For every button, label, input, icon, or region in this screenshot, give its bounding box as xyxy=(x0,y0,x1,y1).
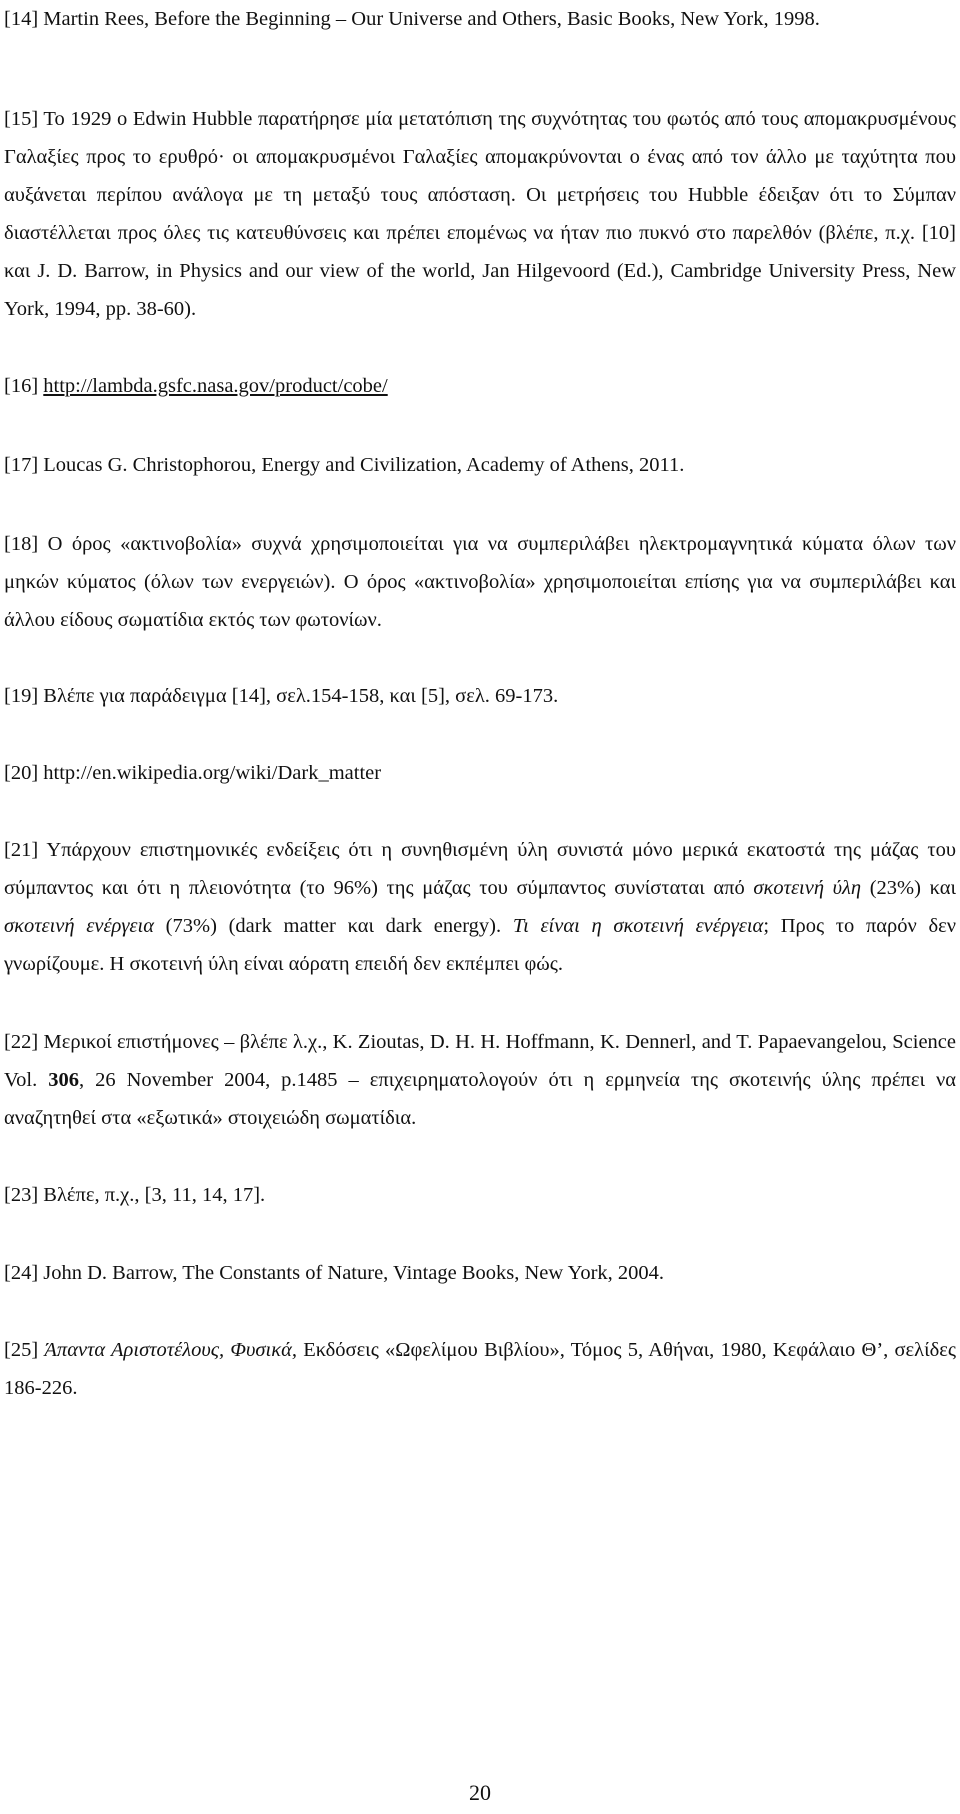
reference-15 xyxy=(4,100,956,328)
reference-21-part1: [21] Υπάρχουν επιστημονικές ενδείξεις ότι η συνηθισμένη ύλη συνιστά μόνο μερικά εκατοστά της μάζας του σύμπαντος και ότι η πλειονότητα (το 96%) της μάζας του σύμπαντος συνίσταται από xyxy=(4,839,956,899)
reference-24 xyxy=(4,1254,956,1292)
reference-16 xyxy=(4,367,956,405)
reference-19-text: [19] Βλέπε για παράδειγμα [14], σελ.154-158, και [5], σελ. 69-173. xyxy=(4,685,559,707)
reference-14-text: [14] Martin Rees, Before the Beginning – Our Universe and Others, Basic Books, New York, 1998. xyxy=(4,8,820,30)
reference-21-part4: ; Προς το παρόν δεν γνωρίζουμε. Η σκοτεινή ύλη είναι αόρατη επειδή δεν εκπέμπει φώς. xyxy=(4,915,957,975)
reference-23-text: [23] Βλέπε, π.χ., [3, 11, 14, 17]. xyxy=(4,1184,266,1206)
reference-18-text: [18] Ο όρος «ακτινοβολία» συχνά χρησιμοποιείται για να συμπεριλάβει ηλεκτρομαγνητικά κύματα όλων των μηκών κύματος (όλων των ενεργειών). Ο όρος «ακτινοβολία» χρησιμοποιείται επίσης για να συμπεριλάβει και άλλου είδους σωματίδια εκτός των φωτονίων. xyxy=(4,533,956,631)
reference-25-title: Άπαντα Αριστοτέλους, Φυσικά, xyxy=(44,1339,297,1361)
cobe-link[interactable]: http://lambda.gsfc.nasa.gov/product/cobe/ xyxy=(43,375,388,397)
reference-22-part2: , 26 November 2004, p.1485 – επιχειρηματολογούν ότι η ερμηνεία της σκοτεινής ύλης πρέπει να αναζητηθεί στα «εξωτικά» στοιχειώδη σωματίδια. xyxy=(4,1069,956,1129)
reference-21-part2: (23%) και xyxy=(861,877,956,899)
reference-22-volume: 306 xyxy=(48,1069,79,1091)
reference-18 xyxy=(4,525,956,639)
reference-21-dark-energy-term: σκοτεινή ενέργεια xyxy=(4,915,154,937)
reference-22-part1: [22] Μερικοί επιστήμονες – βλέπε λ.χ., K. Zioutas, D. H. H. Hoffmann, K. Dennerl, and T. Papaevangelou, Science Vol. xyxy=(4,1031,956,1091)
reference-15-text: [15] Το 1929 ο Edwin Hubble παρατήρησε μία μετατόπιση της συχνότητας του φωτός από τους απομακρυσμένους Γαλαξίες προς το ερυθρό· οι απομακρυσμένοι Γαλαξίες απομακρύνονται ο ένας από τον άλλο με ταχύτητα που αυξάνεται περίπου ανάλογα με τη μεταξύ τους απόσταση. Οι μετρήσεις του Hubble έδειξαν ότι το Σύμπαν διαστέλλεται προς όλες τις κατευθύνσεις και πρέπει επομένως να ήταν πιο πυκνό στο παρελθόν (βλέπε, π.χ. [10] και J. D. Barrow, in Physics and our view of the world, Jan Hilgevoord (Ed.), Cambridge University Press, New York, 1994, pp. 38-60). xyxy=(4,108,956,320)
reference-14 xyxy=(4,0,956,38)
reference-21 xyxy=(4,831,956,983)
reference-17-text: [17] Loucas G. Christophorou, Energy and Civilization, Academy of Athens, 2011. xyxy=(4,454,685,476)
reference-25-prefix: [25] xyxy=(4,1339,45,1361)
reference-25-rest: Εκδόσεις «Ωφελίμου Βιβλίου», Τόμος 5, Αθήναι, 1980, Κεφάλαιο Θ’, σελίδες 186-226. xyxy=(4,1339,957,1399)
reference-22 xyxy=(4,1023,956,1137)
reference-23 xyxy=(4,1176,956,1214)
reference-17 xyxy=(4,446,956,484)
reference-25 xyxy=(4,1331,956,1407)
reference-24-text: [24] John D. Barrow, The Constants of Nature, Vintage Books, New York, 2004. xyxy=(4,1262,665,1284)
reference-21-question: Τι είναι η σκοτεινή ενέργεια xyxy=(512,915,764,937)
reference-19 xyxy=(4,677,956,715)
reference-21-dark-matter-term: σκοτεινή ύλη xyxy=(753,877,862,899)
page-number: 20 xyxy=(469,1780,491,1805)
reference-21-part3: (73%) (dark matter και dark energy). xyxy=(153,915,513,937)
reference-20-text: [20] http://en.wikipedia.org/wiki/Dark_matter xyxy=(4,762,382,784)
reference-16-prefix: [16] xyxy=(4,375,44,397)
reference-20 xyxy=(4,754,956,792)
